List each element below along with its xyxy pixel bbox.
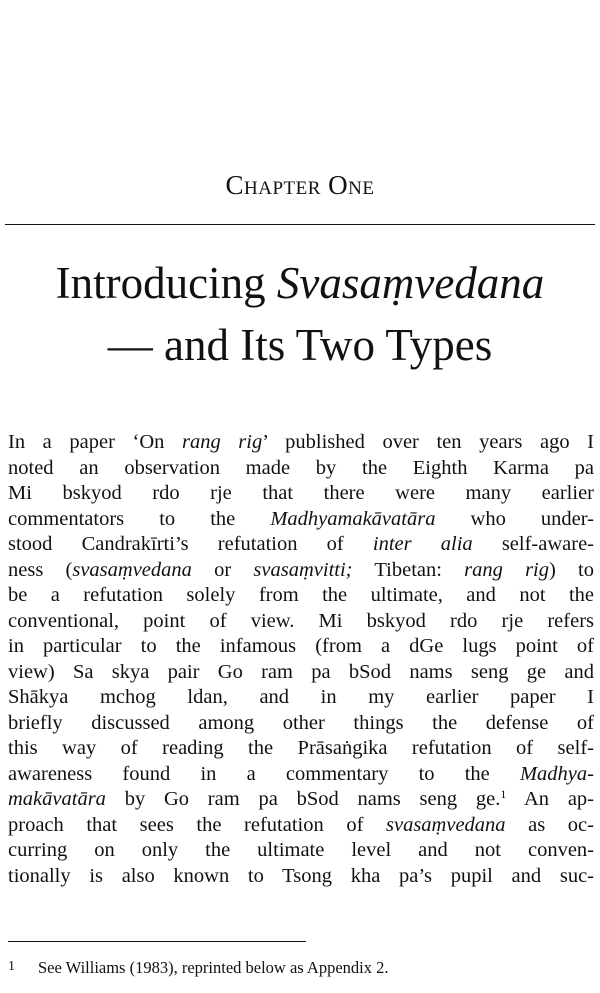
italic-run: svasaṃvedana	[72, 558, 192, 581]
text-run: awareness found in a commentary to the	[8, 762, 520, 785]
italic-run: inter alia	[372, 533, 473, 555]
italic-run: Madhya-	[519, 762, 594, 785]
text-line	[8, 558, 594, 584]
chapter-title-line-2: — and Its Two Types	[107, 320, 493, 370]
text-run: ness (	[8, 558, 73, 581]
footnote	[8, 957, 594, 978]
chapter-title-plain: Introducing	[55, 258, 277, 308]
text-line: tionally is also known to Tsong kha pa’s pupil and suc-	[8, 864, 594, 887]
text-run: Tibetan:	[352, 558, 465, 581]
chapter-title-line-1	[0, 252, 600, 314]
text-line: be a refutation solely from the ultimate, and not the	[8, 584, 594, 606]
chapter-title-italic: Svasaṃvedana	[276, 258, 545, 308]
text-run: or	[191, 558, 254, 581]
text-line: Shākya mchog ldan, and in my earlier paper I	[8, 686, 594, 708]
text-line	[8, 430, 594, 456]
text-line	[8, 787, 594, 813]
text-line: this way of reading the Prāsaṅgika refutation of self-	[8, 737, 594, 759]
text-line	[8, 507, 594, 533]
italic-run: svasaṃvedana	[386, 813, 506, 836]
italic-run: svasaṃvitti;	[253, 558, 353, 581]
text-run: ’ published over ten years ago I	[262, 431, 594, 453]
text-run: ) to	[549, 558, 594, 581]
text-run: commentators to the	[8, 507, 271, 530]
text-run: self-aware-	[472, 533, 594, 555]
italic-run: makāvatāra	[8, 788, 106, 810]
footnote-divider	[8, 941, 306, 942]
footnote-text: See Williams (1983), reprinted below as Appendix 2.	[38, 958, 389, 977]
body-paragraph	[8, 430, 594, 889]
text-line	[8, 532, 594, 558]
chapter-title	[0, 252, 600, 376]
text-line: in particular to the infamous (from a dGe lugs point of	[8, 635, 594, 657]
footnote-marker: 1	[500, 787, 507, 801]
text-run: by Go ram pa bSod nams seng ge.	[105, 788, 501, 810]
text-run: as oc-	[505, 813, 594, 836]
text-run: proach that sees the refutation of	[8, 813, 386, 836]
text-run: In a paper ‘On	[8, 431, 182, 453]
text-run: stood Candrakīrti’s refutation of	[8, 533, 373, 555]
text-line: view) Sa skya pair Go ram pa bSod nams seng ge and	[8, 660, 594, 683]
chapter-divider	[5, 224, 595, 225]
italic-run: rang rig	[464, 558, 550, 581]
text-line: Mi bskyod rdo rje that there were many earlier	[8, 482, 594, 504]
text-line	[8, 762, 594, 788]
text-run: An ap-	[506, 788, 594, 810]
text-run: who under-	[435, 507, 594, 530]
chapter-label: Chapter One	[225, 170, 375, 200]
italic-run: rang rig	[181, 431, 263, 453]
text-line	[8, 813, 594, 839]
footnote-number: 1	[8, 959, 15, 974]
text-line: curring on only the ultimate level and not conven-	[8, 839, 594, 861]
text-line: noted an observation made by the Eighth Karma pa	[8, 456, 594, 479]
text-line: briefly discussed among other things the defense of	[8, 711, 594, 734]
italic-run: Madhyamakāvatāra	[270, 507, 436, 530]
text-line: conventional, point of view. Mi bskyod rdo rje refers	[8, 609, 594, 632]
